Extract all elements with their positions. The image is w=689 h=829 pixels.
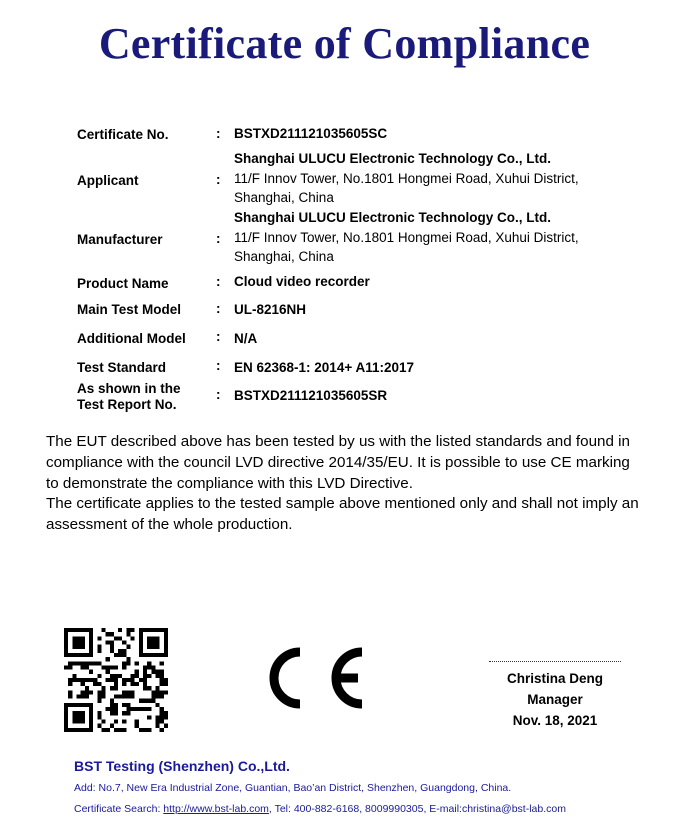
report-no-value: BSTXD211121035605SR bbox=[234, 388, 388, 403]
certificate-title: Certificate of Compliance bbox=[98, 19, 591, 68]
statement-line: to demonstrate the compliance with this LVD Directive. bbox=[46, 474, 413, 492]
colon: : bbox=[216, 387, 221, 402]
report-label-line2: Test Report No. bbox=[77, 397, 177, 412]
colon: : bbox=[216, 358, 221, 373]
manufacturer-address-line2: Shanghai, China bbox=[234, 249, 334, 264]
colon: : bbox=[216, 126, 221, 141]
qr-code-icon bbox=[64, 628, 168, 732]
colon: : bbox=[216, 301, 221, 316]
additional-model-value: N/A bbox=[234, 331, 258, 346]
certificate-no-value: BSTXD211121035605SC bbox=[234, 126, 388, 141]
signature-line bbox=[489, 661, 621, 662]
applicant-label: Applicant bbox=[77, 173, 139, 188]
main-test-model-label: Main Test Model bbox=[77, 302, 182, 317]
product-name-value: Cloud video recorder bbox=[234, 274, 370, 289]
certificate-no-label: Certificate No. bbox=[77, 127, 169, 142]
ce-mark-icon bbox=[258, 638, 370, 718]
statement-line: compliance with the council LVD directive 2014/35/EU. It is possible to use CE marking bbox=[46, 453, 630, 471]
applicant-address-line2: Shanghai, China bbox=[234, 190, 334, 205]
manufacturer-label: Manufacturer bbox=[77, 232, 163, 247]
test-standard-value: EN 62368-1: 2014+ A11:2017 bbox=[234, 360, 415, 375]
report-label-line1: As shown in the bbox=[77, 381, 181, 396]
colon: : bbox=[216, 231, 221, 246]
main-test-model-value: UL-8216NH bbox=[234, 302, 307, 317]
footer-website-link[interactable]: http://www.bst-lab.com bbox=[163, 803, 269, 815]
colon: : bbox=[216, 172, 221, 187]
footer-contact: , Tel: 400-882-6168, 8009990305, E-mail:christina@bst-lab.com bbox=[268, 803, 566, 815]
applicant-name: Shanghai ULUCU Electronic Technology Co., Ltd. bbox=[234, 151, 552, 166]
signatory-position: Manager bbox=[527, 692, 583, 707]
manufacturer-address-line1: 11/F Innov Tower, No.1801 Hongmei Road, Xuhui District, bbox=[234, 230, 579, 245]
colon: : bbox=[216, 329, 221, 344]
footer-search-line bbox=[74, 803, 566, 815]
test-standard-label: Test Standard bbox=[77, 360, 167, 375]
footer-address: Add: No.7, New Era Industrial Zone, Guantian, Bao’an District, Shenzhen, Guangdong, China. bbox=[74, 782, 512, 794]
statement-line: The EUT described above has been tested by us with the listed standards and found in bbox=[46, 433, 630, 450]
footer-company: BST Testing (Shenzhen) Co.,Ltd. bbox=[74, 758, 290, 774]
additional-model-label: Additional Model bbox=[77, 331, 186, 346]
applicant-address-line1: 11/F Innov Tower, No.1801 Hongmei Road, Xuhui District, bbox=[234, 171, 579, 186]
footer-search-prefix: Certificate Search: bbox=[74, 803, 164, 815]
signatory-date: Nov. 18, 2021 bbox=[512, 713, 598, 728]
colon: : bbox=[216, 274, 221, 289]
product-name-label: Product Name bbox=[77, 276, 169, 291]
statement-line: The certificate applies to the tested sample above mentioned only and shall not imply an bbox=[46, 495, 639, 513]
signatory-name: Christina Deng bbox=[506, 671, 603, 686]
manufacturer-name: Shanghai ULUCU Electronic Technology Co., Ltd. bbox=[234, 210, 552, 225]
statement-paragraph bbox=[46, 432, 672, 536]
statement-line: assessment of the whole production. bbox=[46, 516, 293, 534]
